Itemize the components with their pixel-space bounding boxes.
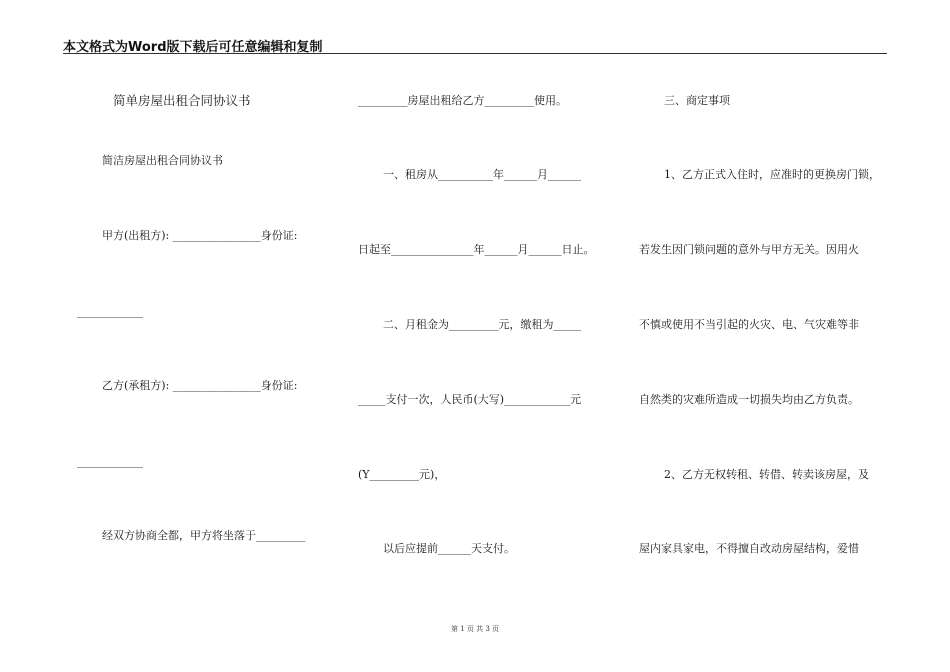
document-subtitle: 简洁房屋出租合同协议书: [102, 154, 223, 167]
right-line-7: 屋内家具家电，不得擅自改动房屋结构，爱惜: [639, 542, 859, 555]
right-line-3: 若发生因门锁问题的意外与甲方无关。因用火: [639, 243, 859, 256]
header-text: 本文格式为Word版下载后可任意编辑和复制: [63, 40, 323, 55]
party-b-id-line: ____________: [77, 455, 143, 468]
party-a-line: 甲方(出租方): ________________身份证:: [102, 229, 298, 242]
page-number: 第 1 页 共 3 页: [450, 625, 500, 633]
middle-line-2: 一、租房从__________年______月______: [383, 168, 581, 181]
middle-line-5: _____支付一次，人民币(大写)____________元: [358, 393, 582, 406]
page-footer: [0, 624, 950, 634]
agreement-line: 经双方协商全都，甲方将坐落于_________: [102, 529, 306, 542]
middle-line-1: _________房屋出租给乙方_________使用。: [358, 94, 567, 107]
party-a-id-line: ____________: [77, 305, 143, 318]
right-line-6: 2、乙方无权转租、转借、转卖该房屋，及: [664, 468, 869, 481]
right-line-5: 自然类的灾难所造成一切损失均由乙方负责。: [639, 393, 859, 406]
document-header: [63, 33, 887, 54]
right-line-4: 不慎或使用不当引起的火灾、电、气灾难等非: [639, 318, 859, 331]
document-title: 简单房屋出租合同协议书: [113, 93, 251, 108]
right-line-2: 1、乙方正式入住时，应准时的更换房门锁，: [664, 168, 880, 181]
middle-line-7: 以后应提前______天支付。: [383, 542, 515, 555]
middle-line-3: 日起至_______________年______月______日止。: [358, 243, 595, 256]
party-b-line: 乙方(承租方): ________________身份证:: [102, 379, 298, 392]
right-line-1: 三、商定事项: [664, 94, 730, 107]
middle-line-4: 二、月租金为_________元，缴租为_____: [383, 318, 581, 331]
middle-line-6: (Y_________元)，: [358, 468, 446, 481]
